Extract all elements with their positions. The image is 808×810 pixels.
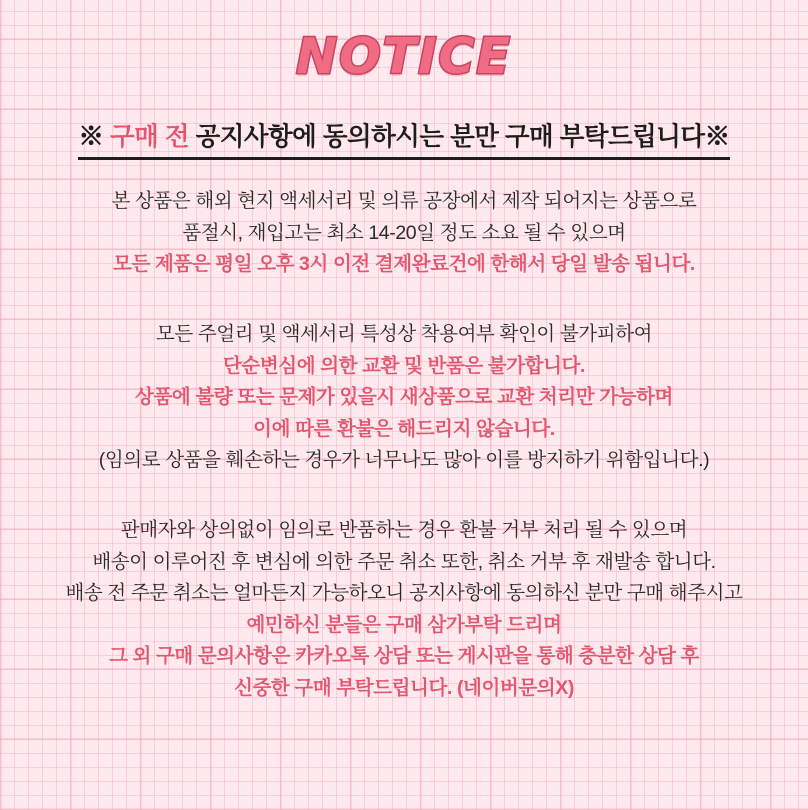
notice-line: 단순변심에 의한 교환 및 반품은 불가합니다. [223, 354, 585, 377]
notice-line: 상품에 불량 또는 문제가 있을시 새상품으로 교환 처리만 가능하며 [135, 386, 673, 409]
notice-line: 이에 따른 환불은 해드리지 않습니다. [253, 417, 555, 440]
subtitle-prefix: ※ [78, 122, 110, 151]
notice-line: 신중한 구매 부탁드립니다. (네이버문의X) [234, 676, 574, 699]
spacer [14, 477, 794, 515]
section-returns [14, 319, 794, 477]
notice-line: 예민하신 분들은 구매 삼가부탁 드리며 [246, 613, 562, 636]
notice-line: 판매자와 상의없이 임의로 반품하는 경우 환불 거부 처리 될 수 있으며 [120, 518, 688, 541]
notice-line: (임의로 상품을 훼손하는 경우가 너무나도 많아 이를 방지하기 위함입니다.) [98, 449, 710, 472]
notice-line: 본 상품은 해외 현지 액세서리 및 의류 공장에서 제작 되어지는 상품으로 [111, 190, 697, 213]
notice-line: 그 외 구매 문의사항은 카카오톡 상담 또는 게시판을 통해 충분한 상담 후 [109, 645, 699, 668]
notice-line: 배송 전 주문 취소는 얼마든지 가능하오니 공지사항에 동의하신 분만 구매 해주시고 [65, 582, 743, 605]
spacer [14, 281, 794, 319]
notice-line: 배송이 이루어진 후 변심에 의한 주문 취소 또한, 취소 거부 후 재발송 합니다. [92, 550, 716, 573]
subtitle-rest: 공지사항에 동의하시는 분만 구매 부탁드립니다※ [188, 122, 730, 151]
page-title: NOTICE [296, 28, 512, 85]
notice-line: 품절시, 재입고는 최소 14-20일 정도 소요 될 수 있으며 [182, 221, 626, 244]
subtitle-highlight: 구매 전 [110, 122, 189, 151]
section-shipping [14, 186, 794, 281]
subtitle-wrapper [14, 84, 794, 160]
notice-line: 모든 주얼리 및 액세서리 특성상 착용여부 확인이 불가피하여 [155, 323, 653, 346]
section-cancellation [14, 515, 794, 704]
agreement-subtitle [78, 120, 729, 160]
notice-line: 모든 제품은 평일 오후 3시 이전 결제완료건에 한해서 당일 발송 됩니다. [113, 253, 695, 276]
